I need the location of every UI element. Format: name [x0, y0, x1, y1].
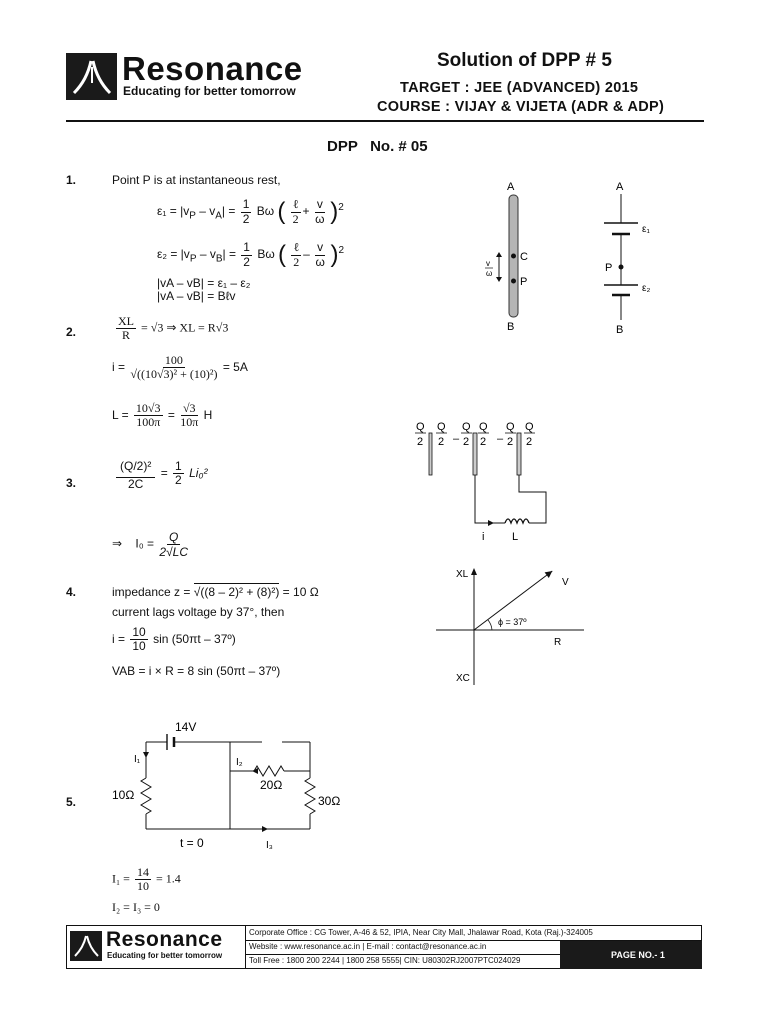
- circuit-figure: [112, 716, 362, 854]
- q4-line-2: current lags voltage by 37°, then: [112, 605, 285, 619]
- svg-text:I₁: I₁: [134, 754, 141, 765]
- point-p: [511, 279, 516, 284]
- svg-text:I₃: I₃: [266, 840, 273, 851]
- svg-text:ε₁: ε₁: [642, 224, 650, 235]
- phasor-figure: [436, 563, 586, 689]
- header-brand: Resonance: [122, 50, 303, 87]
- battery-figure: [594, 178, 664, 336]
- dpp-title: DPP No. # 05: [327, 138, 428, 155]
- svg-text:–: –: [453, 433, 460, 445]
- footer-website-link[interactable]: Website : www.resonance.ac.in | E-mail : contact@resonance.ac.in: [249, 942, 487, 951]
- q4-eq-1: impedance z = √((8 – 2)² + (8)²) = 10 Ω: [112, 585, 319, 599]
- point-c: [511, 254, 516, 259]
- svg-text:Q: Q: [479, 421, 488, 433]
- q5-eq-1: I₁ = $\frac{14}{10}$ = 1.4: [112, 865, 181, 894]
- svg-text:2: 2: [507, 436, 514, 448]
- svg-text:10Ω: 10Ω: [112, 788, 135, 802]
- question-4-number: 4.: [66, 585, 77, 599]
- svg-text:2: 2: [480, 436, 487, 448]
- svg-text:R: R: [554, 637, 562, 648]
- svg-text:30Ω: 30Ω: [318, 794, 341, 808]
- svg-text:t = 0: t = 0: [180, 836, 204, 850]
- question-5-number: 5.: [66, 795, 77, 809]
- svg-text:V: V: [562, 577, 569, 588]
- rod-label-c: C: [520, 251, 528, 263]
- footer-brand: Resonance: [106, 928, 223, 951]
- q1-line-1: Point P is at instantaneous rest,: [112, 173, 281, 187]
- footer-tagline: Educating for better tomorrow: [107, 951, 223, 960]
- svg-text:L: L: [512, 531, 519, 543]
- q1-eq-4: |vA – vB| = Bℓv: [157, 289, 236, 303]
- svg-text:ε₂: ε₂: [642, 283, 651, 294]
- svg-text:14V: 14V: [175, 720, 197, 734]
- svg-text:20Ω: 20Ω: [260, 778, 283, 792]
- q2-eq-2: i = $\frac{100}{\text{√((10√3)² + (10)²)}}$ = 5A: [112, 353, 248, 382]
- footer-tollfree: Toll Free : 1800 200 2244 | 1800 258 5555| CIN: U80302RJ2007PTC024029: [249, 956, 521, 965]
- rod-label-b: B: [507, 321, 515, 333]
- svg-text:Q: Q: [506, 421, 515, 433]
- course-line: COURSE : VIJAY & VIJETA (ADR & ADP): [377, 99, 665, 115]
- phasor-arrowhead: [545, 571, 553, 578]
- svg-text:2: 2: [438, 436, 445, 448]
- footer-logo-icon: [70, 931, 102, 961]
- rod-label-a: A: [507, 181, 515, 193]
- q1-eq-2: $\varepsilon_2 = |v_P - v_B|$ = $\frac{1}{2}$ Bω ( $\frac{\text{ℓ}}{2}$ – $\frac{v}{\omega}$ )$^2$: [157, 240, 345, 269]
- svg-text:I₂: I₂: [236, 757, 243, 768]
- q3-eq-2: ⇒ I₀ = $\frac{Q}{2√LC}$: [112, 530, 189, 559]
- footer-logo-box: [70, 931, 102, 961]
- svg-text:XL: XL: [456, 569, 469, 580]
- header-tagline: Educating for better tomorrow: [123, 84, 296, 98]
- svg-text:Q: Q: [437, 421, 446, 433]
- svg-text:2: 2: [463, 436, 470, 448]
- rod-label-omega: ω: [486, 269, 493, 278]
- q3-eq-1: $\frac{\text{(Q/2)²}}{2C}$ = $\frac{1}{2}$ Li₀²: [114, 456, 207, 491]
- question-1-number: 1.: [66, 173, 77, 187]
- q2-eq-1: $\frac{XL}{R}$ = √3 ⇒ XL = R√3: [118, 314, 229, 343]
- q1-eq-1: $\varepsilon_1 = |v_P - v_A|$ = $\frac{1}{2}$ Bω ( $\frac{\text{ℓ}}{2}$ + $\frac{v}{\omega}$ )$^2$: [157, 197, 344, 226]
- q2-eq-3: L = $\frac{10√3}{100\pi}$ = $\frac{√3}{10\pi}$ H: [112, 401, 213, 430]
- question-3-number: 3.: [66, 476, 77, 490]
- svg-text:XC: XC: [456, 673, 470, 684]
- svg-text:A: A: [616, 181, 624, 193]
- rod-label-v: v: [486, 259, 490, 268]
- header-logo-box: [66, 53, 117, 100]
- svg-text:i: i: [482, 531, 485, 543]
- svg-text:ϕ = 37º: ϕ = 37º: [498, 617, 527, 627]
- svg-text:Q: Q: [462, 421, 471, 433]
- resonance-logo-icon: [66, 53, 117, 100]
- svg-text:Q: Q: [416, 421, 425, 433]
- question-2-number: 2.: [66, 325, 77, 339]
- svg-text:–: –: [497, 433, 504, 445]
- q4-eq-3: VAB = i × R = 8 sin (50πt – 37º): [112, 664, 281, 678]
- svg-text:P: P: [605, 262, 613, 274]
- svg-text:B: B: [616, 324, 624, 336]
- svg-text:2: 2: [417, 436, 424, 448]
- plates-figure: [410, 418, 560, 546]
- page-title: Solution of DPP # 5: [437, 50, 612, 71]
- rod-label-p: P: [520, 276, 528, 288]
- rod-figure: [478, 178, 548, 336]
- page-number: PAGE NO.- 1: [611, 950, 665, 960]
- target-line: TARGET : JEE (ADVANCED) 2015: [400, 80, 639, 96]
- svg-text:Q: Q: [525, 421, 534, 433]
- q1-eq-3: |vA – vB| = ε₁ – ε₂: [157, 276, 251, 290]
- header-rule: [66, 120, 704, 122]
- q5-eq-2: I₂ = I₃ = 0: [112, 900, 160, 914]
- footer-office: Corporate Office : CG Tower, A-46 & 52, IPIA, Near City Mall, Jhalawar Road, Kota (Raj.)-324005: [249, 928, 593, 937]
- svg-text:2: 2: [526, 436, 533, 448]
- q4-eq-2: i = $\frac{10}{10}$ sin (50πt – 37º): [112, 625, 236, 654]
